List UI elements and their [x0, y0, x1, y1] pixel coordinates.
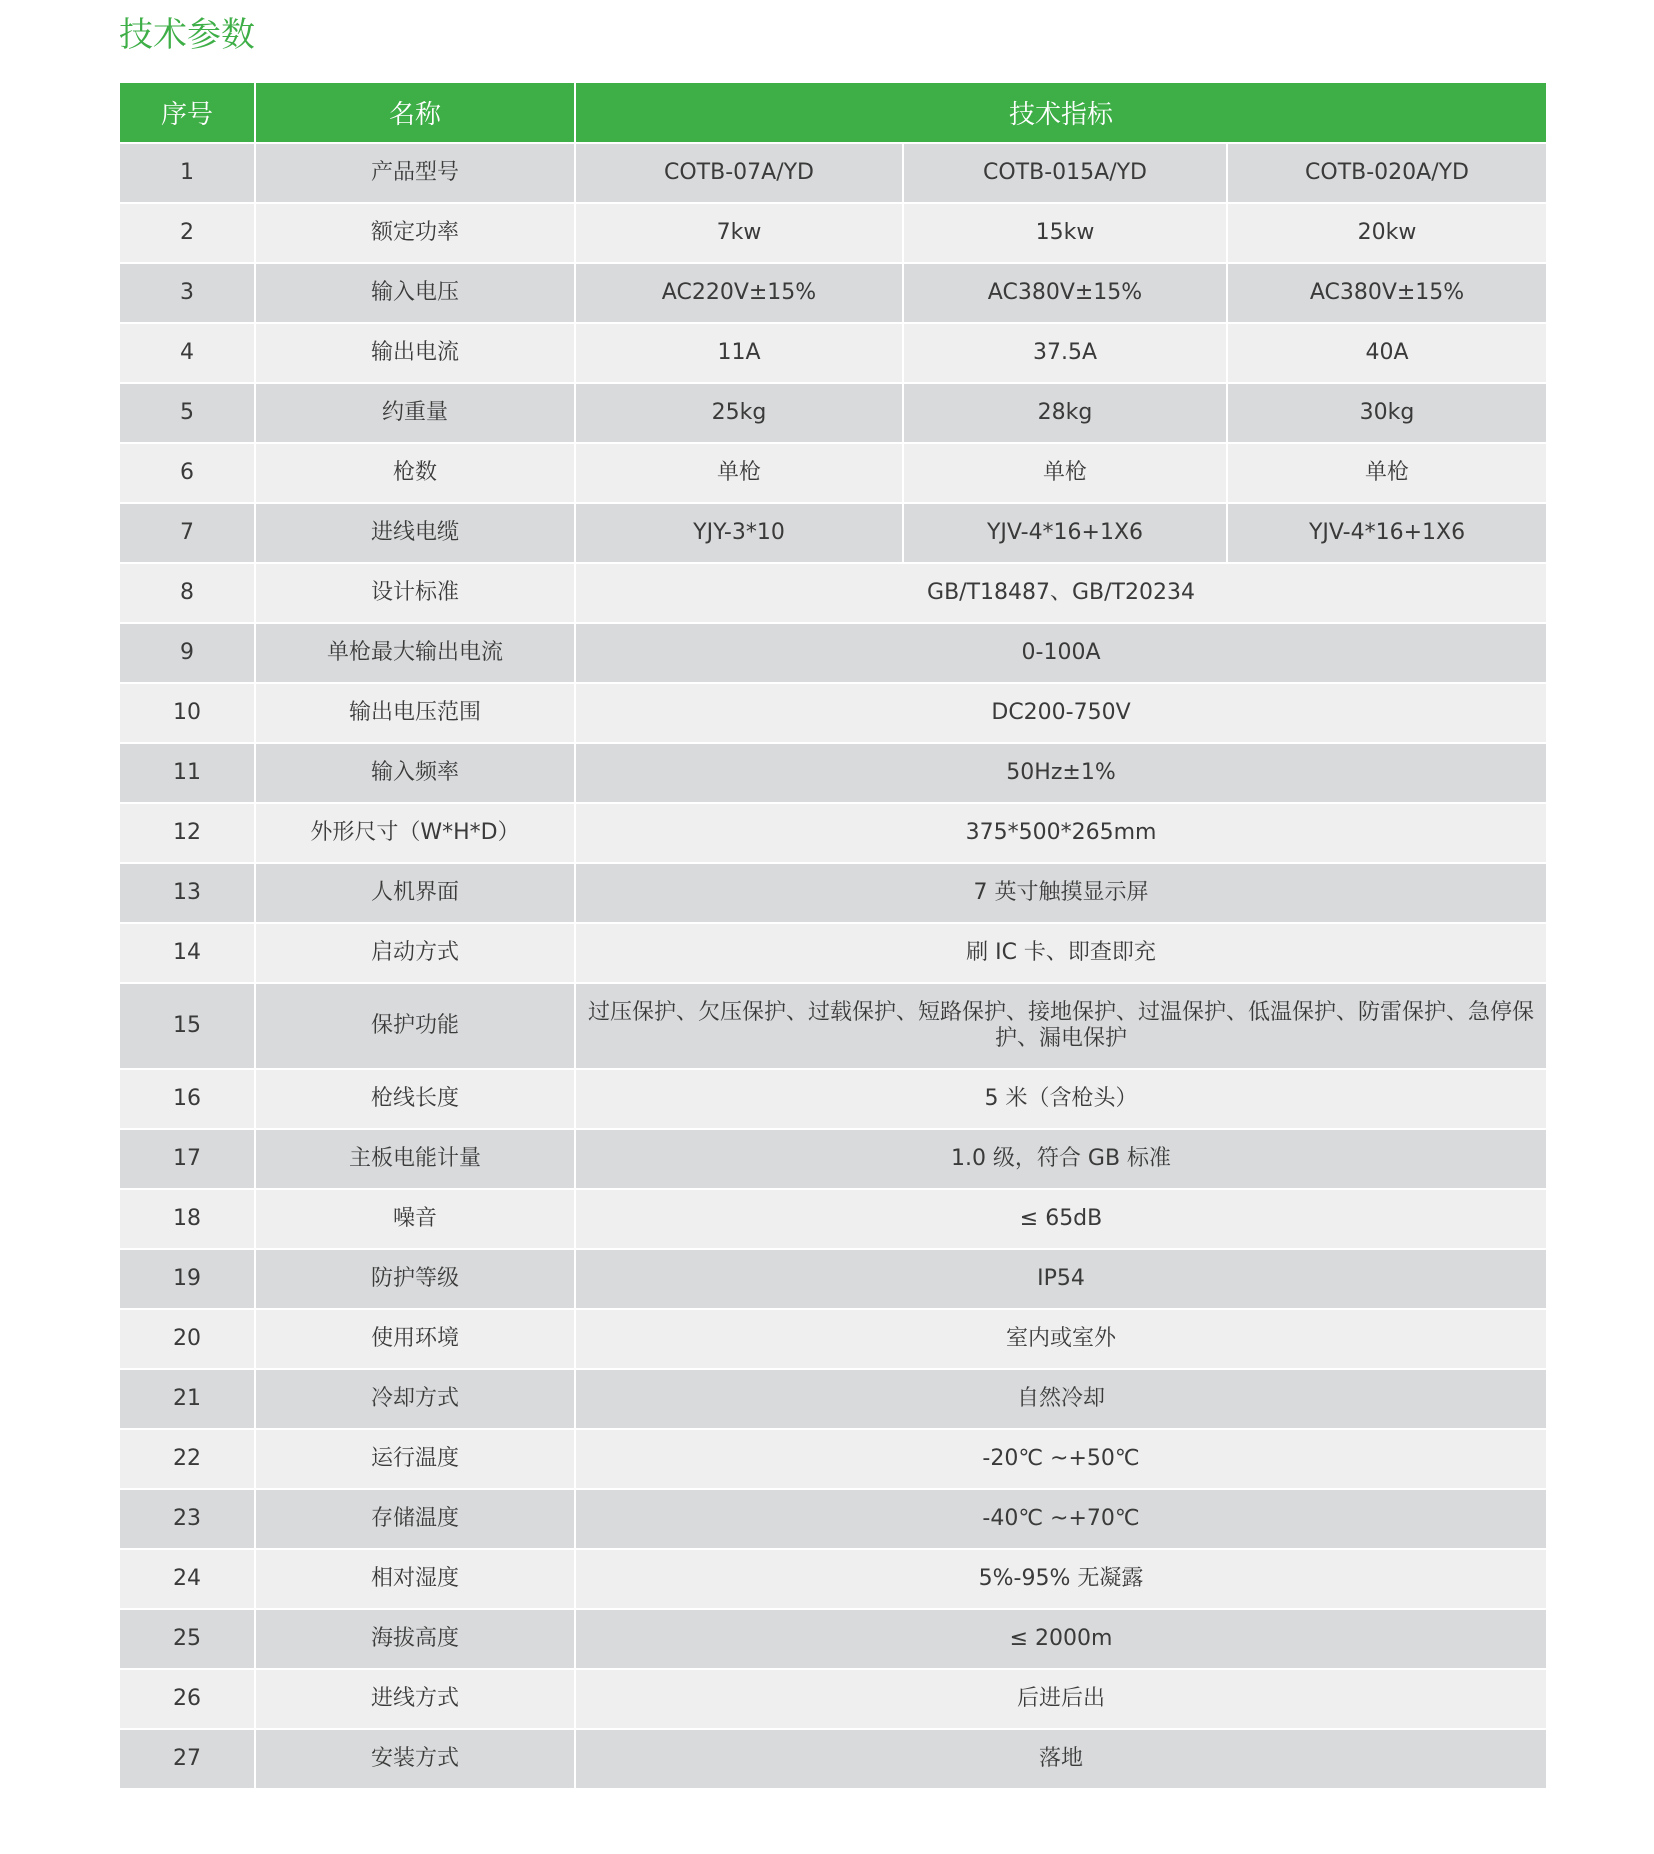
value-model-1: AC220V±15% — [575, 263, 903, 323]
table-row — [119, 1429, 1547, 1489]
param-name: 外形尺寸（W*H*D） — [255, 803, 575, 863]
value-model-3: 单枪 — [1227, 443, 1547, 503]
table-row — [119, 623, 1547, 683]
row-number: 3 — [119, 263, 255, 323]
param-name: 输入频率 — [255, 743, 575, 803]
table-row — [119, 1129, 1547, 1189]
value-model-1: YJY-3*10 — [575, 503, 903, 563]
value-model-2: YJV-4*16+1X6 — [903, 503, 1227, 563]
table-row — [119, 203, 1547, 263]
row-number: 17 — [119, 1129, 255, 1189]
param-name: 输出电压范围 — [255, 683, 575, 743]
param-value: 5 米（含枪头） — [575, 1069, 1547, 1129]
param-name: 产品型号 — [255, 143, 575, 203]
param-name: 人机界面 — [255, 863, 575, 923]
row-number: 10 — [119, 683, 255, 743]
table-row — [119, 263, 1547, 323]
row-number: 20 — [119, 1309, 255, 1369]
table-row — [119, 863, 1547, 923]
param-value: 7 英寸触摸显示屏 — [575, 863, 1547, 923]
table-row — [119, 143, 1547, 203]
table-row — [119, 1549, 1547, 1609]
table-row — [119, 383, 1547, 443]
table-row — [119, 1369, 1547, 1429]
param-name: 主板电能计量 — [255, 1129, 575, 1189]
value-model-3: AC380V±15% — [1227, 263, 1547, 323]
table-row — [119, 923, 1547, 983]
value-model-2: 37.5A — [903, 323, 1227, 383]
param-value: GB/T18487、GB/T20234 — [575, 563, 1547, 623]
table-row — [119, 1309, 1547, 1369]
value-model-2: COTB-015A/YD — [903, 143, 1227, 203]
row-number: 22 — [119, 1429, 255, 1489]
param-name: 进线电缆 — [255, 503, 575, 563]
row-number: 13 — [119, 863, 255, 923]
param-value: 0-100A — [575, 623, 1547, 683]
row-number: 7 — [119, 503, 255, 563]
table-row — [119, 443, 1547, 503]
param-value: IP54 — [575, 1249, 1547, 1309]
row-number: 24 — [119, 1549, 255, 1609]
value-model-2: 15kw — [903, 203, 1227, 263]
param-name: 单枪最大输出电流 — [255, 623, 575, 683]
table-row — [119, 1189, 1547, 1249]
table-row — [119, 1069, 1547, 1129]
table-row — [119, 1609, 1547, 1669]
value-model-3: 30kg — [1227, 383, 1547, 443]
row-number: 18 — [119, 1189, 255, 1249]
param-name: 枪线长度 — [255, 1069, 575, 1129]
row-number: 4 — [119, 323, 255, 383]
value-model-2: AC380V±15% — [903, 263, 1227, 323]
param-name: 海拔高度 — [255, 1609, 575, 1669]
row-number: 6 — [119, 443, 255, 503]
param-name: 相对湿度 — [255, 1549, 575, 1609]
page-title: 技术参数 — [119, 15, 255, 55]
value-model-1: 单枪 — [575, 443, 903, 503]
param-value: -40℃ ~+70℃ — [575, 1489, 1547, 1549]
table-row — [119, 983, 1547, 1069]
row-number: 1 — [119, 143, 255, 203]
row-number: 8 — [119, 563, 255, 623]
row-number: 21 — [119, 1369, 255, 1429]
param-value: DC200-750V — [575, 683, 1547, 743]
table-row — [119, 803, 1547, 863]
param-name: 启动方式 — [255, 923, 575, 983]
param-name: 枪数 — [255, 443, 575, 503]
value-model-3: YJV-4*16+1X6 — [1227, 503, 1547, 563]
table-row — [119, 743, 1547, 803]
spec-table — [118, 81, 1548, 1790]
param-name: 防护等级 — [255, 1249, 575, 1309]
param-value: 刷 IC 卡、即查即充 — [575, 923, 1547, 983]
table-row — [119, 1489, 1547, 1549]
param-value: 过压保护、欠压保护、过载保护、短路保护、接地保护、过温保护、低温保护、防雷保护、急停保护、漏电保护 — [575, 983, 1547, 1069]
table-row — [119, 563, 1547, 623]
spec-table-body — [119, 143, 1547, 1789]
param-value: 自然冷却 — [575, 1369, 1547, 1429]
value-model-3: 40A — [1227, 323, 1547, 383]
table-row — [119, 1249, 1547, 1309]
param-value: 1.0 级，符合 GB 标准 — [575, 1129, 1547, 1189]
value-model-1: 11A — [575, 323, 903, 383]
header-spec: 技术指标 — [575, 82, 1547, 143]
row-number: 14 — [119, 923, 255, 983]
value-model-1: 25kg — [575, 383, 903, 443]
table-row — [119, 1669, 1547, 1729]
value-model-3: COTB-020A/YD — [1227, 143, 1547, 203]
row-number: 27 — [119, 1729, 255, 1789]
param-value: 50Hz±1% — [575, 743, 1547, 803]
table-row — [119, 503, 1547, 563]
value-model-1: 7kw — [575, 203, 903, 263]
param-name: 额定功率 — [255, 203, 575, 263]
param-value: 室内或室外 — [575, 1309, 1547, 1369]
param-value: 5%-95% 无凝露 — [575, 1549, 1547, 1609]
param-value: ≤ 2000m — [575, 1609, 1547, 1669]
value-model-3: 20kw — [1227, 203, 1547, 263]
param-value: ≤ 65dB — [575, 1189, 1547, 1249]
param-name: 使用环境 — [255, 1309, 575, 1369]
row-number: 9 — [119, 623, 255, 683]
row-number: 26 — [119, 1669, 255, 1729]
table-row — [119, 323, 1547, 383]
row-number: 2 — [119, 203, 255, 263]
row-number: 5 — [119, 383, 255, 443]
row-number: 23 — [119, 1489, 255, 1549]
row-number: 11 — [119, 743, 255, 803]
param-name: 输出电流 — [255, 323, 575, 383]
value-model-2: 28kg — [903, 383, 1227, 443]
param-value: 后进后出 — [575, 1669, 1547, 1729]
header-name: 名称 — [255, 82, 575, 143]
row-number: 25 — [119, 1609, 255, 1669]
param-value: -20℃ ~+50℃ — [575, 1429, 1547, 1489]
row-number: 19 — [119, 1249, 255, 1309]
row-number: 15 — [119, 983, 255, 1069]
param-name: 输入电压 — [255, 263, 575, 323]
param-name: 运行温度 — [255, 1429, 575, 1489]
param-name: 存储温度 — [255, 1489, 575, 1549]
param-name: 噪音 — [255, 1189, 575, 1249]
param-value: 落地 — [575, 1729, 1547, 1789]
param-name: 冷却方式 — [255, 1369, 575, 1429]
param-name: 安装方式 — [255, 1729, 575, 1789]
param-name: 进线方式 — [255, 1669, 575, 1729]
param-value: 375*500*265mm — [575, 803, 1547, 863]
table-row — [119, 1729, 1547, 1789]
param-name: 保护功能 — [255, 983, 575, 1069]
row-number: 16 — [119, 1069, 255, 1129]
header-no: 序号 — [119, 82, 255, 143]
table-header-row — [119, 82, 1547, 143]
table-row — [119, 683, 1547, 743]
param-name: 约重量 — [255, 383, 575, 443]
param-name: 设计标准 — [255, 563, 575, 623]
row-number: 12 — [119, 803, 255, 863]
value-model-2: 单枪 — [903, 443, 1227, 503]
value-model-1: COTB-07A/YD — [575, 143, 903, 203]
